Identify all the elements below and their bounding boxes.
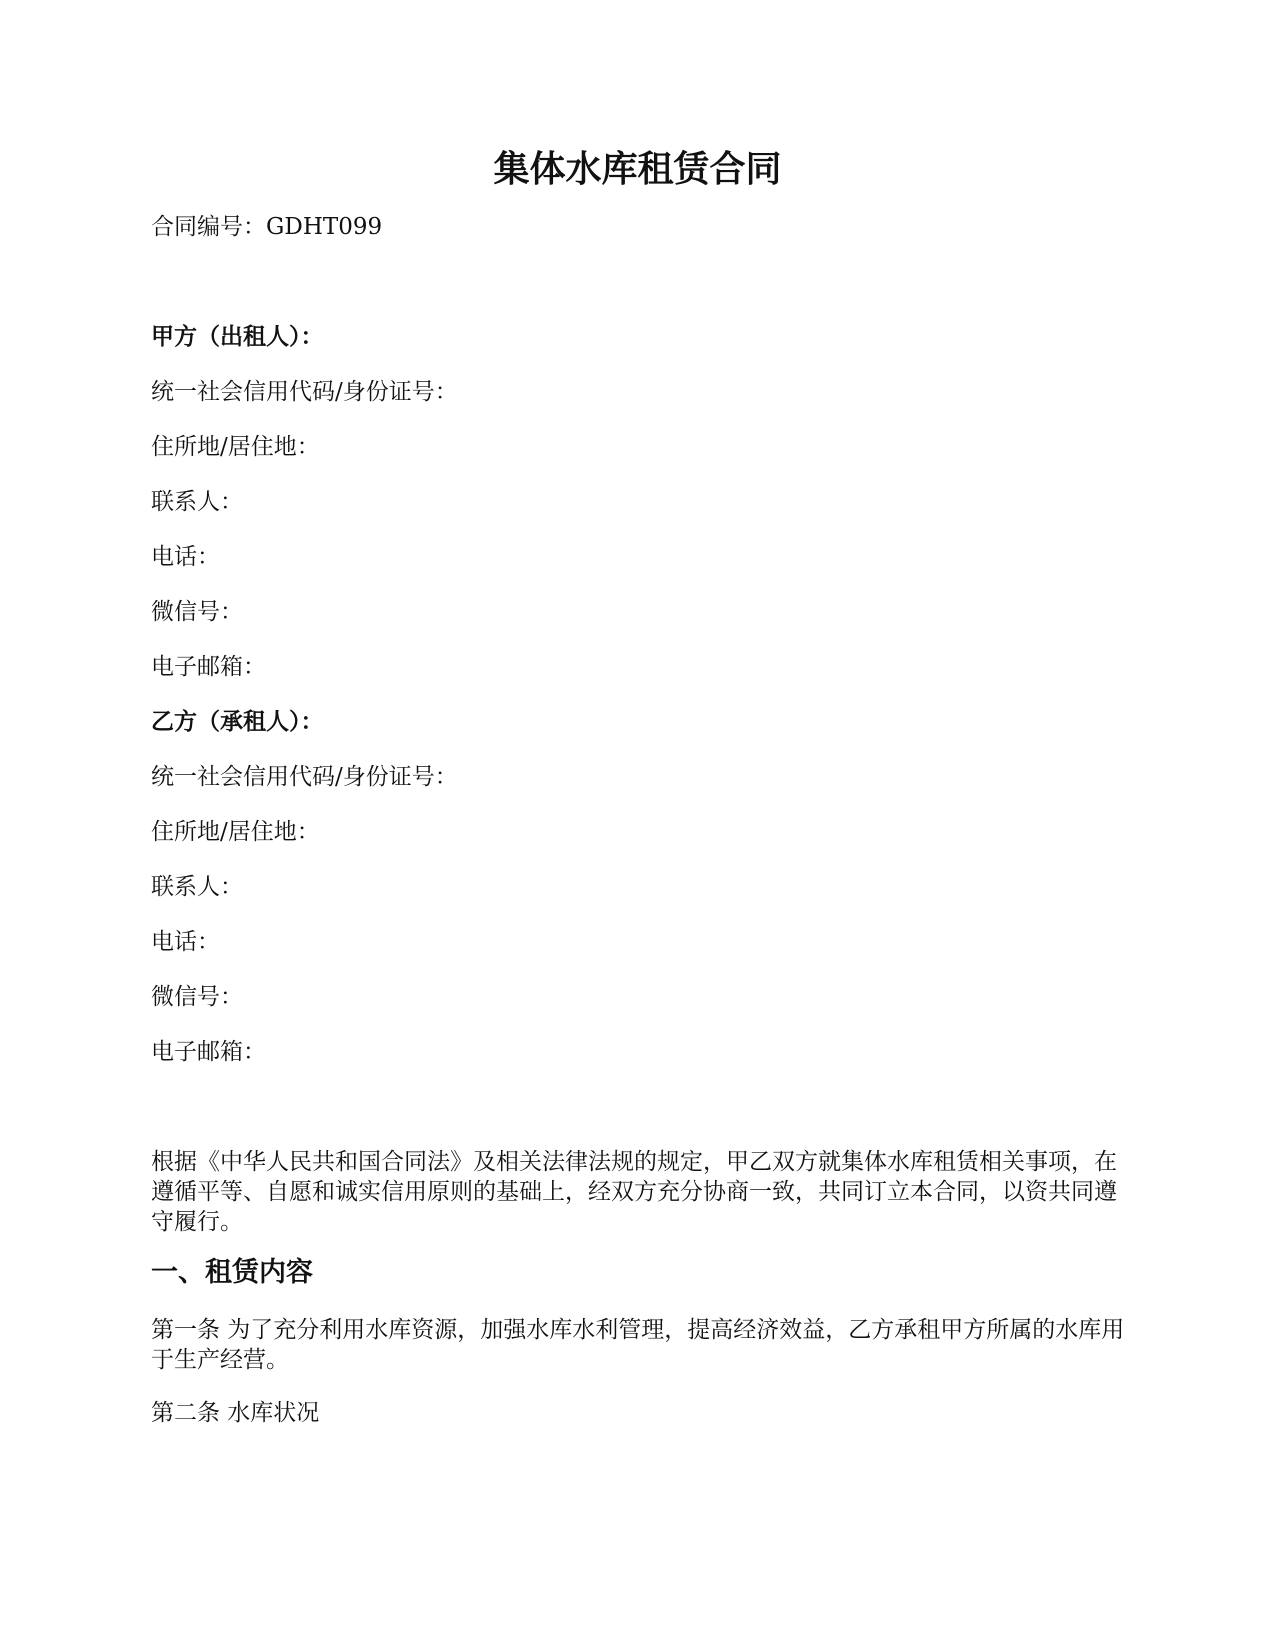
- document-title: 集体水库租赁合同: [493, 149, 782, 190]
- party-b-heading: 乙方（承租人）：: [151, 709, 324, 735]
- party-b-address: 住所地/居住地：: [151, 819, 320, 845]
- party-a-credit-code: 统一社会信用代码/身份证号：: [151, 379, 458, 405]
- party-a-heading: 甲方（出租人）：: [151, 324, 324, 350]
- preamble-paragraph: 根据《中华人民共和国合同法》及相关法律法规的规定，甲乙双方就集体水库租赁相关事项，在遵循平等、自愿和诚实信用原则的基础上，经双方充分协商一致，共同订立本合同，以资共同遵守履行。: [151, 1149, 1117, 1235]
- party-b-contact: 联系人：: [151, 874, 243, 900]
- party-b-email: 电子邮箱：: [151, 1039, 266, 1065]
- party-a-phone: 电话：: [151, 544, 220, 570]
- party-b-phone: 电话：: [151, 929, 220, 955]
- party-a-contact: 联系人：: [151, 489, 243, 515]
- party-a-wechat: 微信号：: [151, 599, 243, 625]
- section-heading-lease-content: 一、租赁内容: [151, 1257, 313, 1288]
- party-a-email: 电子邮箱：: [151, 654, 266, 680]
- article-2-heading: 第二条 水库状况: [151, 1400, 320, 1426]
- party-b-wechat: 微信号：: [151, 984, 243, 1010]
- party-b-credit-code: 统一社会信用代码/身份证号：: [151, 764, 458, 790]
- article-1-paragraph: 第一条 为了充分利用水库资源，加强水库水利管理，提高经济效益，乙方承租甲方所属的水库用于生产经营。: [151, 1317, 1125, 1373]
- contract-number: 合同编号：GDHT099: [151, 214, 383, 240]
- party-a-address: 住所地/居住地：: [151, 434, 320, 460]
